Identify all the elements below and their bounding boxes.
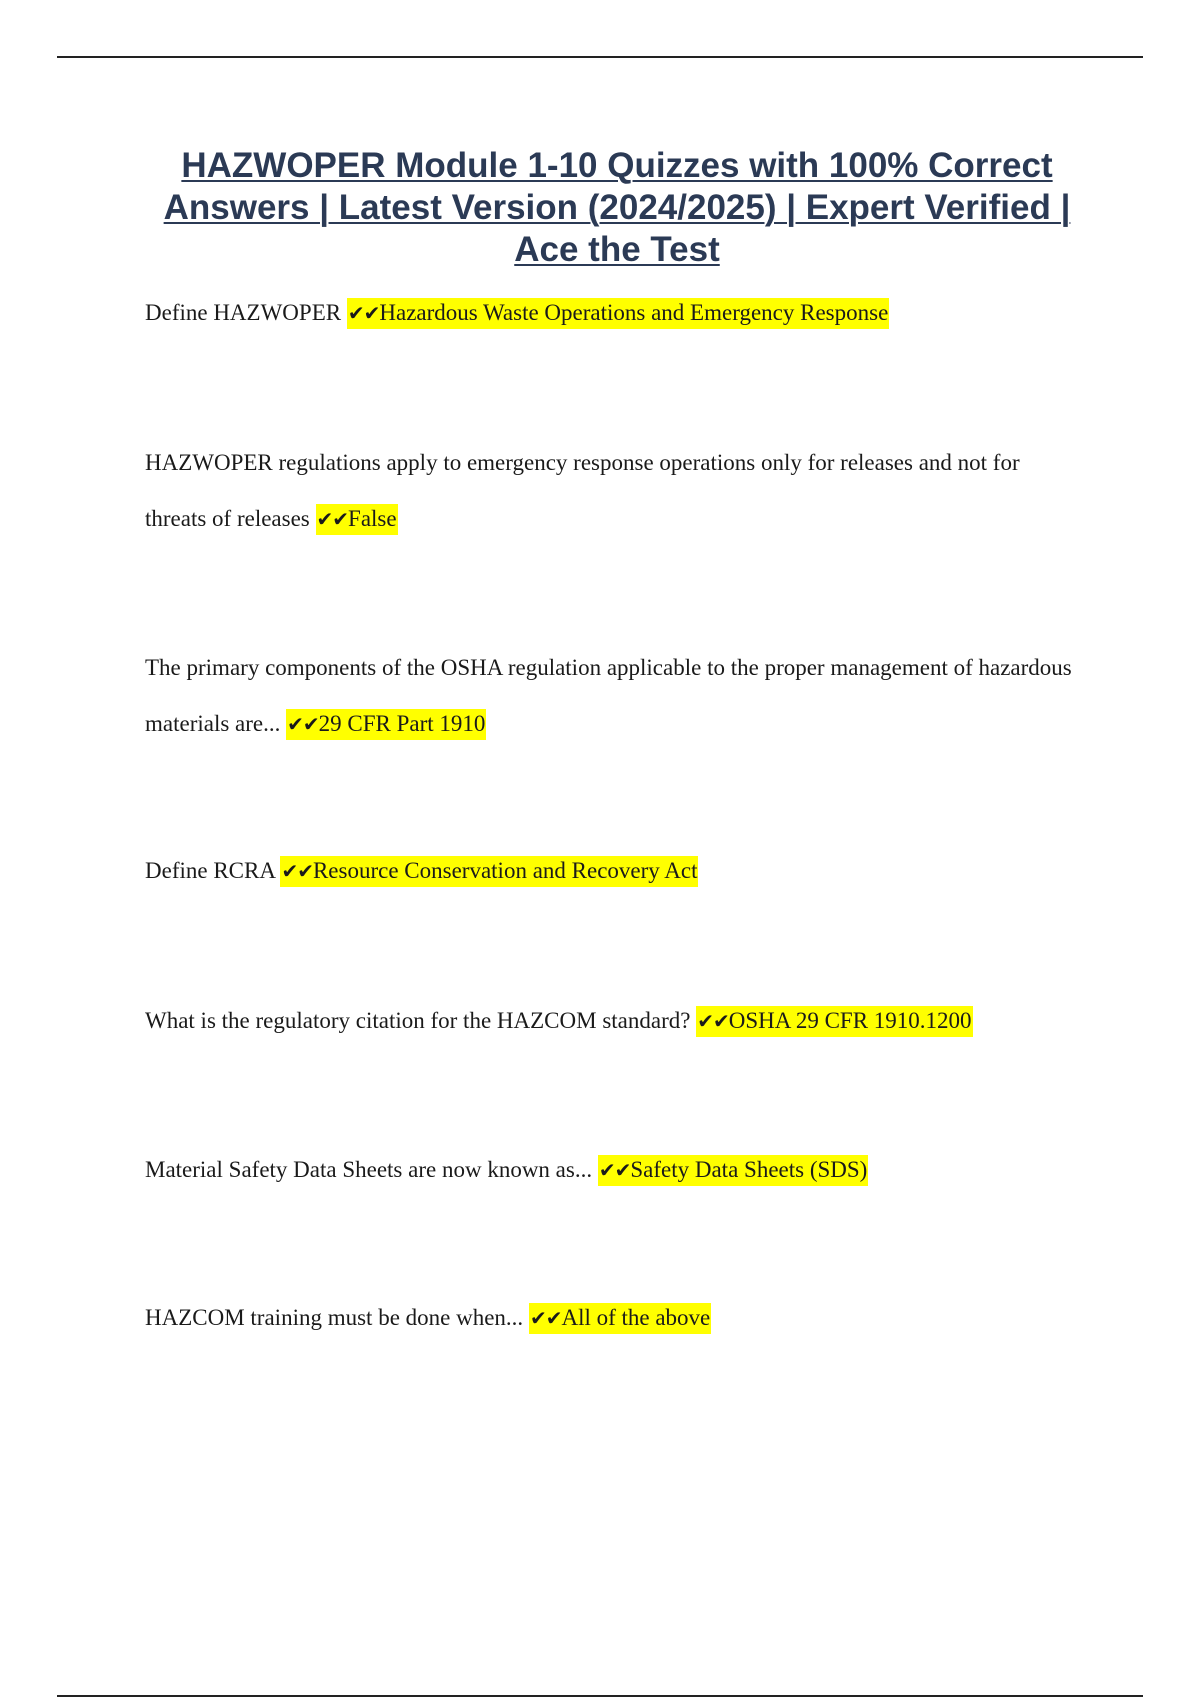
answer-text: 29 CFR Part 1910 [318, 711, 486, 736]
answer-text: All of the above [561, 1305, 711, 1330]
check-icon: ✔✔ [287, 712, 319, 736]
qa-item [145, 843, 1085, 899]
qa-item [145, 1290, 1085, 1346]
answer-text: Hazardous Waste Operations and Emergency Response [379, 300, 889, 325]
footer-rule [57, 1695, 1143, 1697]
check-icon: ✔✔ [316, 507, 349, 531]
answer-text: False [348, 506, 397, 531]
answer-text: Safety Data Sheets (SDS) [630, 1157, 868, 1182]
qa-item [145, 285, 1085, 341]
qa-item [145, 640, 1085, 752]
question-text: Define HAZWOPER [145, 300, 342, 325]
check-icon: ✔✔ [697, 1009, 729, 1033]
answer-highlight [280, 856, 698, 887]
header-rule [57, 56, 1143, 58]
question-text: The primary components of the OSHA regulation applicable to the proper management of hazardous materials are... [145, 655, 1072, 736]
answer-highlight [598, 1155, 869, 1186]
question-text: Define RCRA [145, 858, 275, 883]
check-icon: ✔✔ [281, 859, 313, 883]
check-icon: ✔✔ [347, 301, 380, 325]
check-icon: ✔✔ [598, 1158, 631, 1182]
question-text: Material Safety Data Sheets are now known as... [145, 1157, 593, 1182]
qa-item [145, 993, 1085, 1049]
answer-highlight [316, 504, 398, 535]
answer-highlight [529, 1303, 711, 1334]
answer-highlight [696, 1006, 972, 1037]
answer-highlight [286, 709, 486, 740]
check-icon: ✔✔ [529, 1306, 562, 1330]
question-text: What is the regulatory citation for the HAZCOM standard? [145, 1008, 691, 1033]
qa-item [145, 1142, 1085, 1198]
answer-highlight [347, 298, 889, 329]
document-title: HAZWOPER Module 1-10 Quizzes with 100% Correct Answers | Latest Version (2024/2025) | Expert Verified | Ace the Test [163, 146, 1071, 269]
answer-text: Resource Conservation and Recovery Act [312, 858, 698, 883]
qa-item [145, 435, 1085, 547]
answer-text: OSHA 29 CFR 1910.1200 [728, 1008, 972, 1033]
question-text: HAZCOM training must be done when... [145, 1305, 524, 1330]
question-text: HAZWOPER regulations apply to emergency response operations only for releases and not for threats of releases [145, 450, 1020, 531]
